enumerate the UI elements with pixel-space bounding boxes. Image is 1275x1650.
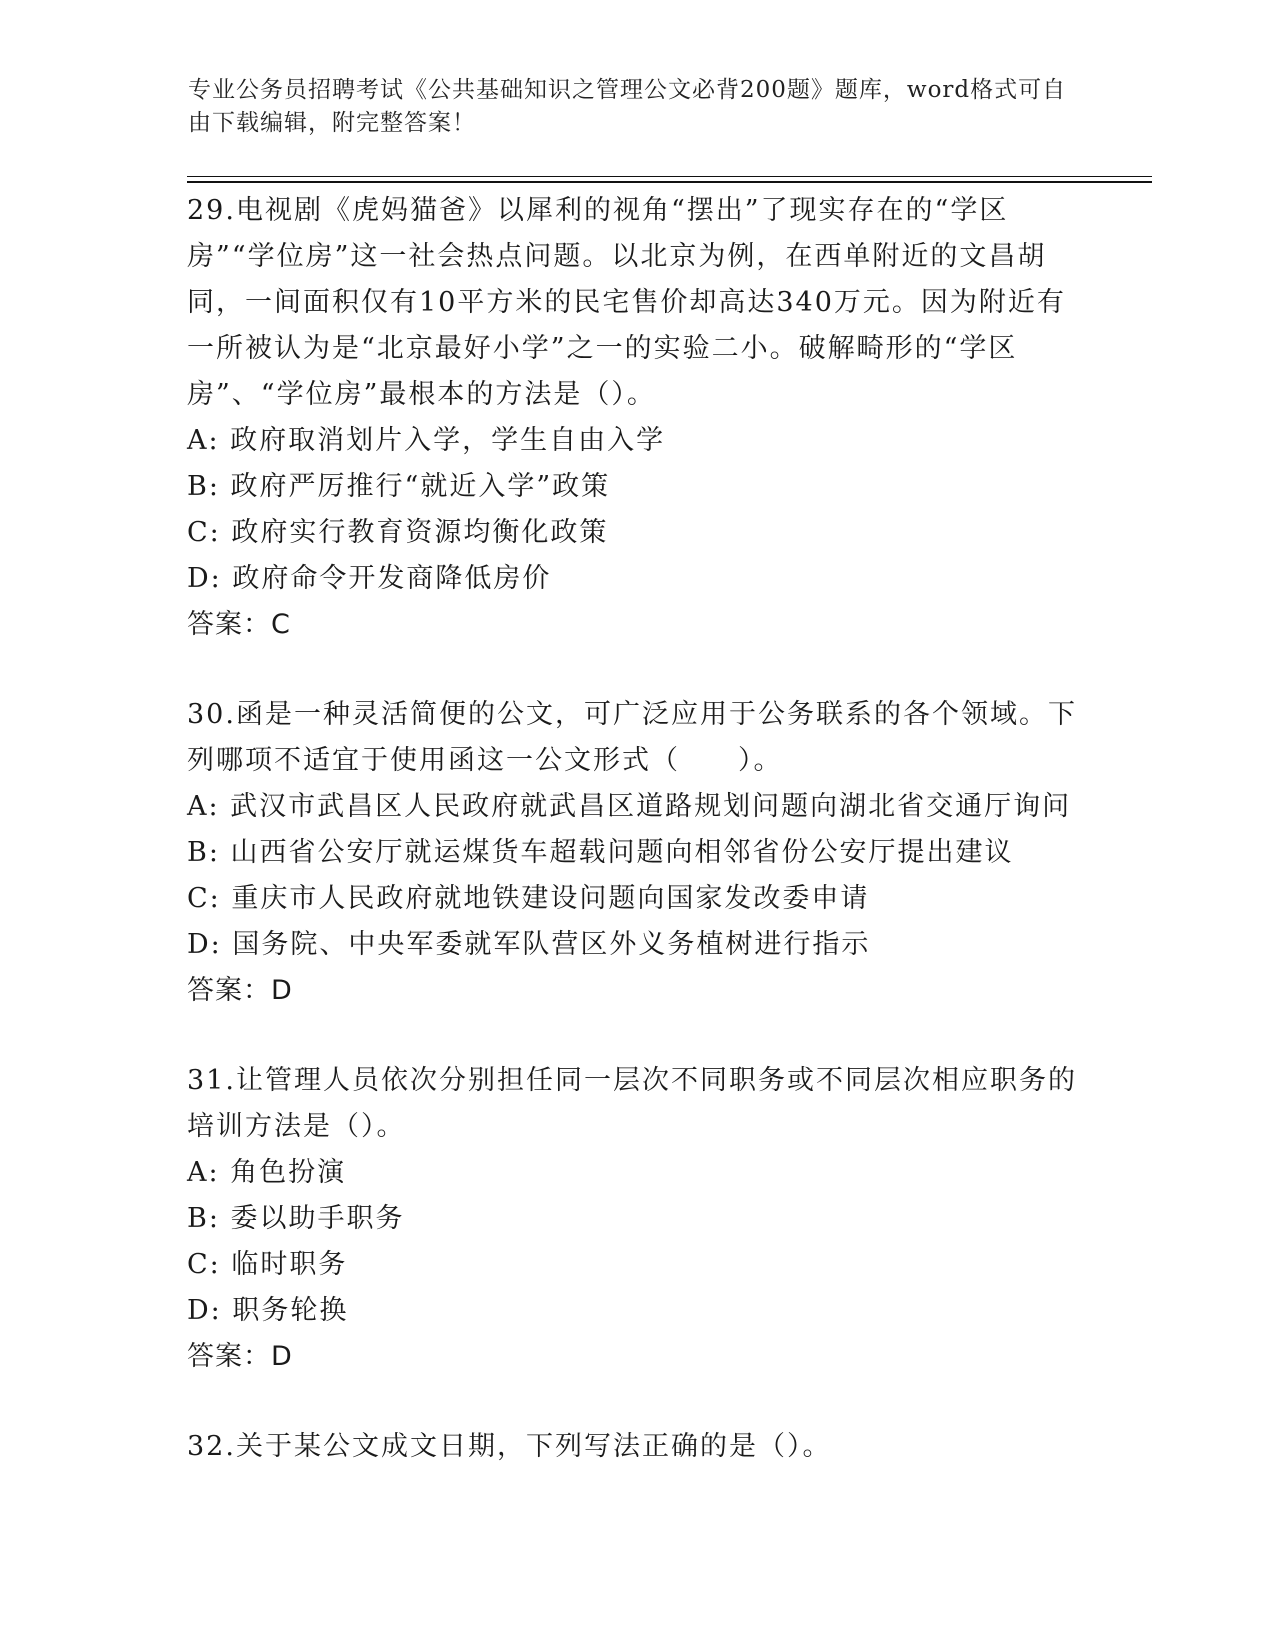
spacer [187,1014,1087,1058]
answer-label: 答案：D [187,975,293,1006]
answer-label: 答案：C [187,609,291,640]
option-b: B: 委以助手职务 [187,1203,405,1234]
option-c: C: 重庆市人民政府就地铁建设问题向国家发改委申请 [187,883,870,914]
question-text: 32.关于某公文成文日期，下列写法正确的是（）。 [187,1431,832,1462]
option-a: A: 政府取消划片入学，学生自由入学 [187,425,666,456]
option-d: D: 政府命令开发商降低房价 [187,563,552,594]
document-header: 专业公务员招聘考试《公共基础知识之管理公文必背200题》题库，word格式可自由下载编辑，附完整答案！ [188,77,1067,136]
question-text: 31.让管理人员依次分别担任同一层次不同职务或不同层次相应职务的培训方法是（）。 [187,1065,1077,1142]
option-c: C: 临时职务 [187,1249,348,1280]
option-a: A: 武汉市武昌区人民政府就武昌区道路规划问题向湖北省交通厅询问 [187,791,1072,822]
spacer [187,1380,1087,1424]
answer-label: 答案：D [187,1341,293,1372]
header-rule-thin [187,176,1152,177]
header-rule-thick [187,181,1152,183]
question-29 [187,188,1087,648]
option-c: C: 政府实行教育资源均衡化政策 [187,517,609,548]
question-31 [187,1058,1087,1380]
question-30 [187,692,1087,1014]
option-a: A: 角色扮演 [187,1157,347,1188]
question-32 [187,1424,1087,1470]
option-b: B: 政府严厉推行“就近入学”政策 [187,471,611,502]
question-text: 30.函是一种灵活简便的公文，可广泛应用于公务联系的各个领域。下列哪项不适宜于使用函这一公文形式（ ）。 [187,699,1077,776]
option-d: D: 职务轮换 [187,1295,349,1326]
question-text: 29.电视剧《虎妈猫爸》以犀利的视角“摆出”了现实存在的“学区房”“学位房”这一社会热点问题。以北京为例，在西单附近的文昌胡同，一间面积仅有10平方米的民宅售价却高达340万元。因为附近有一所被认为是“北京最好小学”之一的实验二小。破解畸形的“学区房”、“学位房”最根本的方法是（）。 [187,195,1066,410]
option-d: D: 国务院、中央军委就军队营区外义务植树进行指示 [187,929,871,960]
spacer [187,648,1087,692]
option-b: B: 山西省公安厅就运煤货车超载问题向相邻省份公安厅提出建议 [187,837,1014,868]
question-list [187,188,1087,1470]
